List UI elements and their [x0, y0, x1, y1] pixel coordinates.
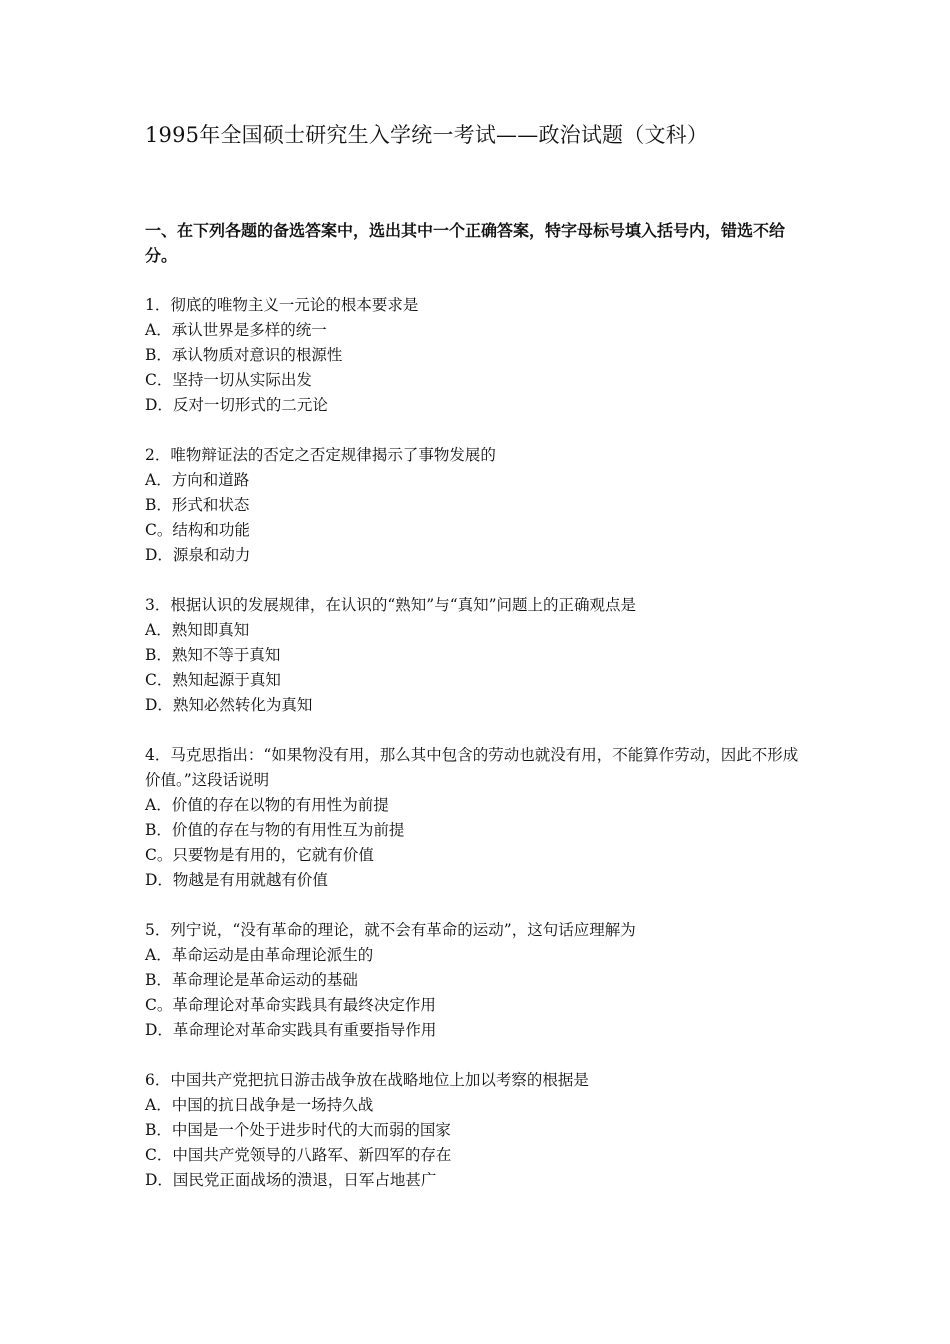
option-d: D．反对一切形式的二元论 [145, 396, 328, 414]
option-d: D．革命理论对革命实践具有重要指导作用 [145, 1021, 437, 1039]
option-c: C．中国共产党领导的八路军、新四军的存在 [145, 1146, 452, 1164]
section-heading: 一、在下列各题的备选答案中，选出其中一个正确答案，特字母标号填入括号内，错选不给分。 [145, 221, 786, 265]
option-b: B．价值的存在与物的有用性互为前提 [145, 821, 405, 839]
option-d: D．源泉和动力 [145, 546, 251, 564]
question-4 [145, 743, 810, 893]
option-a: A．方向和道路 [145, 471, 250, 489]
option-b: B．革命理论是革命运动的基础 [145, 971, 358, 989]
option-c: C。只要物是有用的，它就有价值 [145, 846, 374, 864]
question-list [145, 293, 810, 1218]
option-b: B．形式和状态 [145, 496, 250, 514]
option-c: C．坚持一切从实际出发 [145, 371, 312, 389]
option-a: A．熟知即真知 [145, 621, 250, 639]
option-a: A．承认世界是多样的统一 [145, 321, 327, 339]
option-d: D．物越是有用就越有价值 [145, 871, 328, 889]
question-stem: 1．彻底的唯物主义一元论的根本要求是 [145, 296, 419, 314]
question-2 [145, 443, 810, 568]
question-stem: 4．马克思指出：“如果物没有用，那么其中包含的劳动也就没有用，不能算作劳动，因此不形成价值。”这段话说明 [145, 746, 799, 789]
option-c: C．熟知起源于真知 [145, 671, 281, 689]
option-b: B．熟知不等于真知 [145, 646, 281, 664]
option-a: A．中国的抗日战争是一场持久战 [145, 1096, 374, 1114]
option-d: D．熟知必然转化为真知 [145, 696, 313, 714]
option-c: C。革命理论对革命实践具有最终决定作用 [145, 996, 436, 1014]
question-stem: 2．唯物辩证法的否定之否定规律揭示了事物发展的 [145, 446, 496, 464]
question-stem: 5．列宁说，“没有革命的理论，就不会有革命的运动”，这句话应理解为 [145, 921, 636, 939]
question-6 [145, 1068, 810, 1193]
option-c: C。结构和功能 [145, 521, 250, 539]
option-b: B．承认物质对意识的根源性 [145, 346, 343, 364]
question-stem: 3．根据认识的发展规律，在认识的“熟知”与“真知”问题上的正确观点是 [145, 596, 637, 614]
option-b: B．中国是一个处于进步时代的大而弱的国家 [145, 1121, 451, 1139]
question-1 [145, 293, 810, 418]
option-d: D．国民党正面战场的溃退，日军占地甚广 [145, 1171, 437, 1189]
question-3 [145, 593, 810, 718]
question-5 [145, 918, 810, 1043]
option-a: A．价值的存在以物的有用性为前提 [145, 796, 389, 814]
question-stem: 6．中国共产党把抗日游击战争放在战略地位上加以考察的根据是 [145, 1071, 589, 1089]
document-title: 1995年全国硕士研究生入学统一考试——政治试题（文科） [145, 123, 709, 147]
option-a: A．革命运动是由革命理论派生的 [145, 946, 374, 964]
